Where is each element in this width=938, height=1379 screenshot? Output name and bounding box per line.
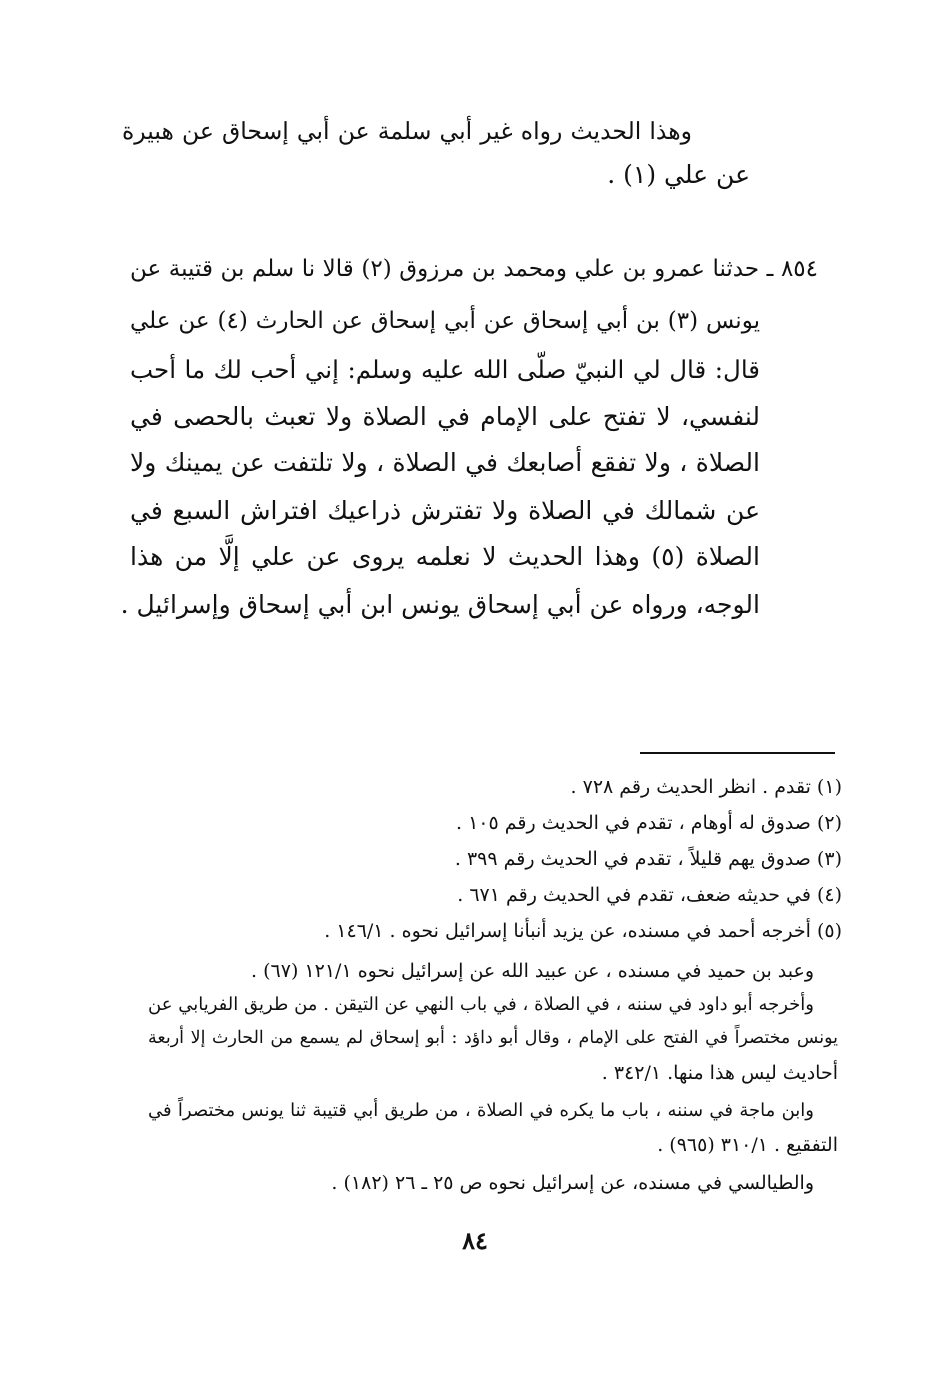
hadith-line-3: قال: قال لي النبيّ صلّى الله عليه وسلم: إني أحب لك ما أحب [130,355,760,384]
footnote-1: (١) تقدم . انظر الحديث رقم ٧٢٨ . [570,776,842,798]
footnote-divider [640,752,835,754]
hadith-line-6: عن شمالك في الصلاة ولا تفترش ذراعيك افتراش السبع في [130,496,760,525]
hadith-line-5: الصلاة ، ولا تفقع أصابعك في الصلاة ، ولا تلتفت عن يمينك ولا [130,448,760,477]
intro-line-1: وهذا الحديث رواه غير أبي سلمة عن أبي إسحاق عن هبيرة [122,117,692,145]
footnote-5-cont-2: وأخرجه أبو داود في سننه ، في الصلاة ، في باب النهي عن التيقن . من طريق الفريابي عن [148,994,814,1015]
footnote-5: (٥) أخرجه أحمد في مسنده، عن يزيد أنبأنا إسرائيل نحوه . ١٤٦/١ . [324,920,842,942]
hadith-line-7: الصلاة (٥) وهذا الحديث لا نعلمه يروى عن علي إلَّا من هذا [130,542,760,571]
hadith-line-8: الوجه، ورواه عن أبي إسحاق يونس ابن أبي إسحاق وإسرائيل . [120,590,760,619]
hadith-line-4: لنفسي، لا تفتح على الإمام في الصلاة ولا تعبث بالحصى في [130,402,760,431]
footnote-5-cont-4: أحاديث ليس هذا منها. ٣٤٢/١ . [601,1062,838,1084]
footnote-5-cont-7: والطيالسي في مسنده، عن إسرائيل نحوه ص ٢٥ ـ ٢٦ (١٨٢) . [331,1172,814,1194]
footnote-5-cont-1: وعبد بن حميد في مسنده ، عن عبيد الله عن إسرائيل نحوه ١٢١/١ (٦٧) . [251,960,814,982]
footnote-5-cont-6: التفقيع . ٣١٠/١ (٩٦٥) . [657,1134,838,1156]
footnote-3: (٣) صدوق يهم قليلاً ، تقدم في الحديث رقم ٣٩٩ . [454,848,842,870]
intro-line-2: عن علي (١) . [607,160,750,189]
footnote-5-cont-5: وابن ماجة في سننه ، باب ما يكره في الصلاة ، من طريق أبي قتيبة ثنا يونس مختصراً في [148,1100,814,1121]
hadith-line-2: يونس (٣) بن أبي إسحاق عن أبي إسحاق عن الحارث (٤) عن علي [130,308,760,334]
footnote-4: (٤) في حديثه ضعف، تقدم في الحديث رقم ٦٧١ . [457,884,842,906]
page-number: ٨٤ [462,1226,488,1255]
footnote-2: (٢) صدوق له أوهام ، تقدم في الحديث رقم ١٠٥ . [456,812,842,834]
footnote-5-cont-3: يونس مختصراً في الفتح على الإمام ، وقال أبو داؤد : أبو إسحاق لم يسمع من الحارث إلا أربعة [148,1028,838,1048]
hadith-line-1: ٨٥٤ ـ حدثنا عمرو بن علي ومحمد بن مرزوق (٢) قالا نا سلم بن قتيبة عن [130,256,818,282]
